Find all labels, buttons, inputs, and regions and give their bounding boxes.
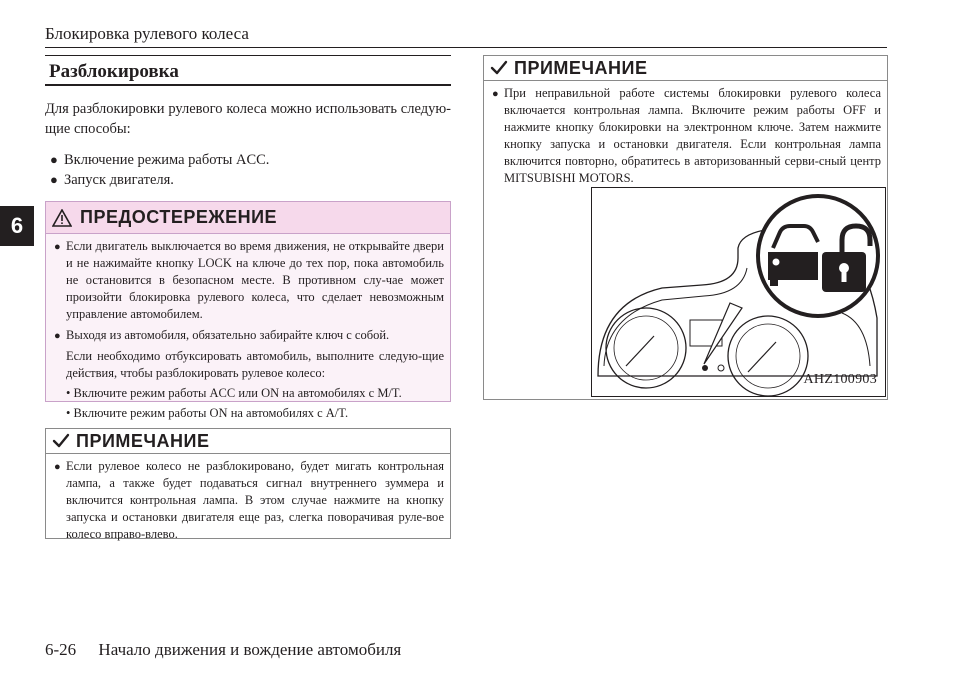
note-item — [492, 85, 881, 187]
warning-continuation: Если необходимо отбуксировать автомобиль, выполните следую-щие действия, чтобы разблокировать рулевое колесо: — [66, 349, 444, 380]
warning-text: Выходя из автомобиля, обязательно забирайте ключ с собой. — [66, 328, 390, 342]
header-rule — [45, 47, 887, 48]
method-text: Включение режима работы ACC. — [64, 152, 270, 168]
warning-box — [45, 201, 451, 420]
note-body — [484, 81, 887, 187]
checkmark-icon — [52, 433, 70, 449]
warning-title: ПРЕДОСТЕРЕЖЕНИЕ — [80, 207, 278, 227]
bullet-icon: ● — [50, 172, 58, 187]
section-heading: Разблокировка — [45, 55, 451, 86]
figure-code: AHZ100903 — [803, 372, 877, 387]
method-list — [50, 150, 450, 190]
note-title: ПРИМЕЧАНИЕ — [514, 57, 648, 78]
warning-header — [46, 202, 450, 234]
bullet-icon: ● — [54, 461, 61, 473]
note-header — [46, 429, 450, 454]
note-box — [45, 428, 451, 539]
instrument-cluster-illustration — [592, 188, 885, 396]
running-header: Блокировка рулевого колеса — [45, 24, 249, 43]
intro-paragraph: Для разблокировки рулевого колеса можно использовать следую-щие способы: — [45, 101, 451, 137]
note-body — [46, 454, 450, 543]
page-number: 6-26 — [45, 640, 77, 659]
bullet-icon: ● — [54, 330, 61, 342]
note-text: При неправильной работе системы блокировки рулевого колеса включается контрольная лампа. Включите режим работы OFF и нажмите кнопку блокировки на электронном ключе. Затем нажмите кнопку запуска и остановки двигателя. Если контрольная лампа включится повторно, обратитесь в авторизованный серви-сный центр MITSUBISHI MOTORS. — [504, 86, 881, 185]
chapter-tab: 6 — [0, 206, 34, 246]
note-title: ПРИМЕЧАНИЕ — [76, 430, 210, 451]
bullet-icon: ● — [492, 88, 499, 100]
note-text: Если рулевое колесо не разблокировано, будет мигать контрольная лампа, а также будет подаваться сигнал внутреннего зуммера и включится контрольная лампа. В этом случае нажмите на кнопку запуска и остановки двигателя еще раз, слегка поворачивая руле-вое колесо вправо-влево. — [66, 459, 444, 541]
method-item — [50, 150, 450, 170]
bullet-icon: ● — [50, 152, 58, 167]
warning-item — [54, 238, 444, 323]
chapter-title: Начало движения и вождение автомобиля — [98, 640, 402, 659]
checkmark-icon — [490, 60, 508, 76]
warning-triangle-icon — [52, 209, 72, 227]
warning-text: Если двигатель выключается во время движения, не открывайте двери и не нажимайте кнопку LOCK на ключе до тех пор, пока автомобиль не остановится в безопасном месте. В противном слу-чае может произойти блокировка рулевого колеса, что сделает невозможным управление автомобилем. — [66, 239, 444, 321]
method-text: Запуск двигателя. — [64, 172, 174, 188]
warning-body — [46, 234, 450, 422]
instrument-cluster-figure — [591, 187, 886, 397]
note-item — [54, 458, 444, 543]
warning-subitem: • Включите режим работы ON на автомобилях с A/T. — [66, 406, 349, 420]
note-header — [484, 56, 887, 81]
method-item — [50, 170, 450, 190]
warning-subitem: • Включите режим работы ACC или ON на автомобилях с M/T. — [66, 386, 402, 400]
warning-item — [54, 327, 444, 345]
bullet-icon: ● — [54, 241, 61, 253]
page-footer — [45, 640, 401, 660]
